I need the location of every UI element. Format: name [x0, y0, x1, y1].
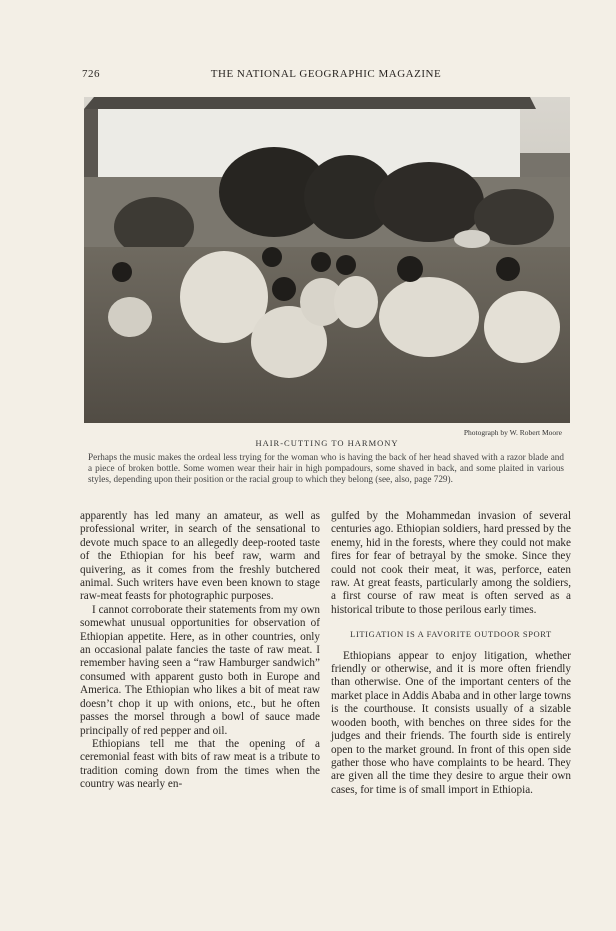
- magazine-title: THE NATIONAL GEOGRAPHIC MAGAZINE: [210, 68, 442, 80]
- caption-text: Perhaps the music makes the ordeal less trying for the woman who is having the back of her head shaved with a razor blade and a piece of broken bottle. Some women wear their hair in high pompadours, some shaved in back, and some plaited in various styles, depending upon their position or the racial group to which they belong (see, also, page 729).: [88, 452, 564, 484]
- section-heading: LITIGATION IS A FAVORITE OUTDOOR SPORT: [350, 629, 552, 640]
- photo-credit: Photograph by W. Robert Moore: [463, 428, 562, 437]
- running-header: [82, 68, 570, 84]
- article-column-right: [331, 510, 571, 797]
- page-number: 726: [82, 68, 100, 80]
- paragraph: Ethiopians appear to enjoy litigation, whether friendly or otherwise, and it is more often friendly than otherwise. One of the important centers of the market place in Addis Ababa and in other large towns is the courthouse. It consists usually of a sizable wooden booth, with benches on three sides for the judges and their friends. The fourth side is entirely open to the market ground. In front of this open side gather those who have complaints to be heard. They are given all the time they desire to argue their own cases, for time is of small import in Ethiopia.: [331, 649, 571, 796]
- paragraph: gulfed by the Mohammedan invasion of several centuries ago. Ethiopian soldiers, hard pressed by the enemy, hid in the forests, where they could not make fires for fear of betrayal by the smoke. Since they could not cook their meat, it was, perforce, eaten raw. At great feasts, particularly among the soldiers, a first course of raw meat is often served as a historical tribute to those perilous early times.: [331, 510, 571, 616]
- paragraph: I cannot corroborate their statements from my own somewhat unusual opportunities for observation of Ethiopian appetite. Here, as in other countries, only an occasional palate fancies the taste of raw meat. I remember having seen a “raw Hamburger sandwich” consumed with apparent gusto both in Europe and America. The Ethiopian who likes a bit of meat raw doesn’t chop it up with onions, etc., but he often passes the morsel through a bowl of sauce made principally of red pepper and oil.: [80, 603, 320, 737]
- article-column-left: [80, 510, 320, 792]
- paragraph: Ethiopians tell me that the opening of a ceremonial feast with bits of raw meat is a tribute to tradition coming down from the times when the country was nearly en-: [80, 737, 320, 791]
- photograph: [84, 97, 570, 423]
- caption-title: HAIR-CUTTING TO HARMONY: [255, 438, 399, 448]
- paragraph: apparently has led many an amateur, as well as professional writer, in search of the sensational to devote much space to an allegedly deep-rooted taste of the Ethiopian for his beef raw, warm and quivering, as it comes from the freshly butchered animal. Such writers have even been known to stage raw-meat feasts for photographic purposes.: [80, 510, 320, 603]
